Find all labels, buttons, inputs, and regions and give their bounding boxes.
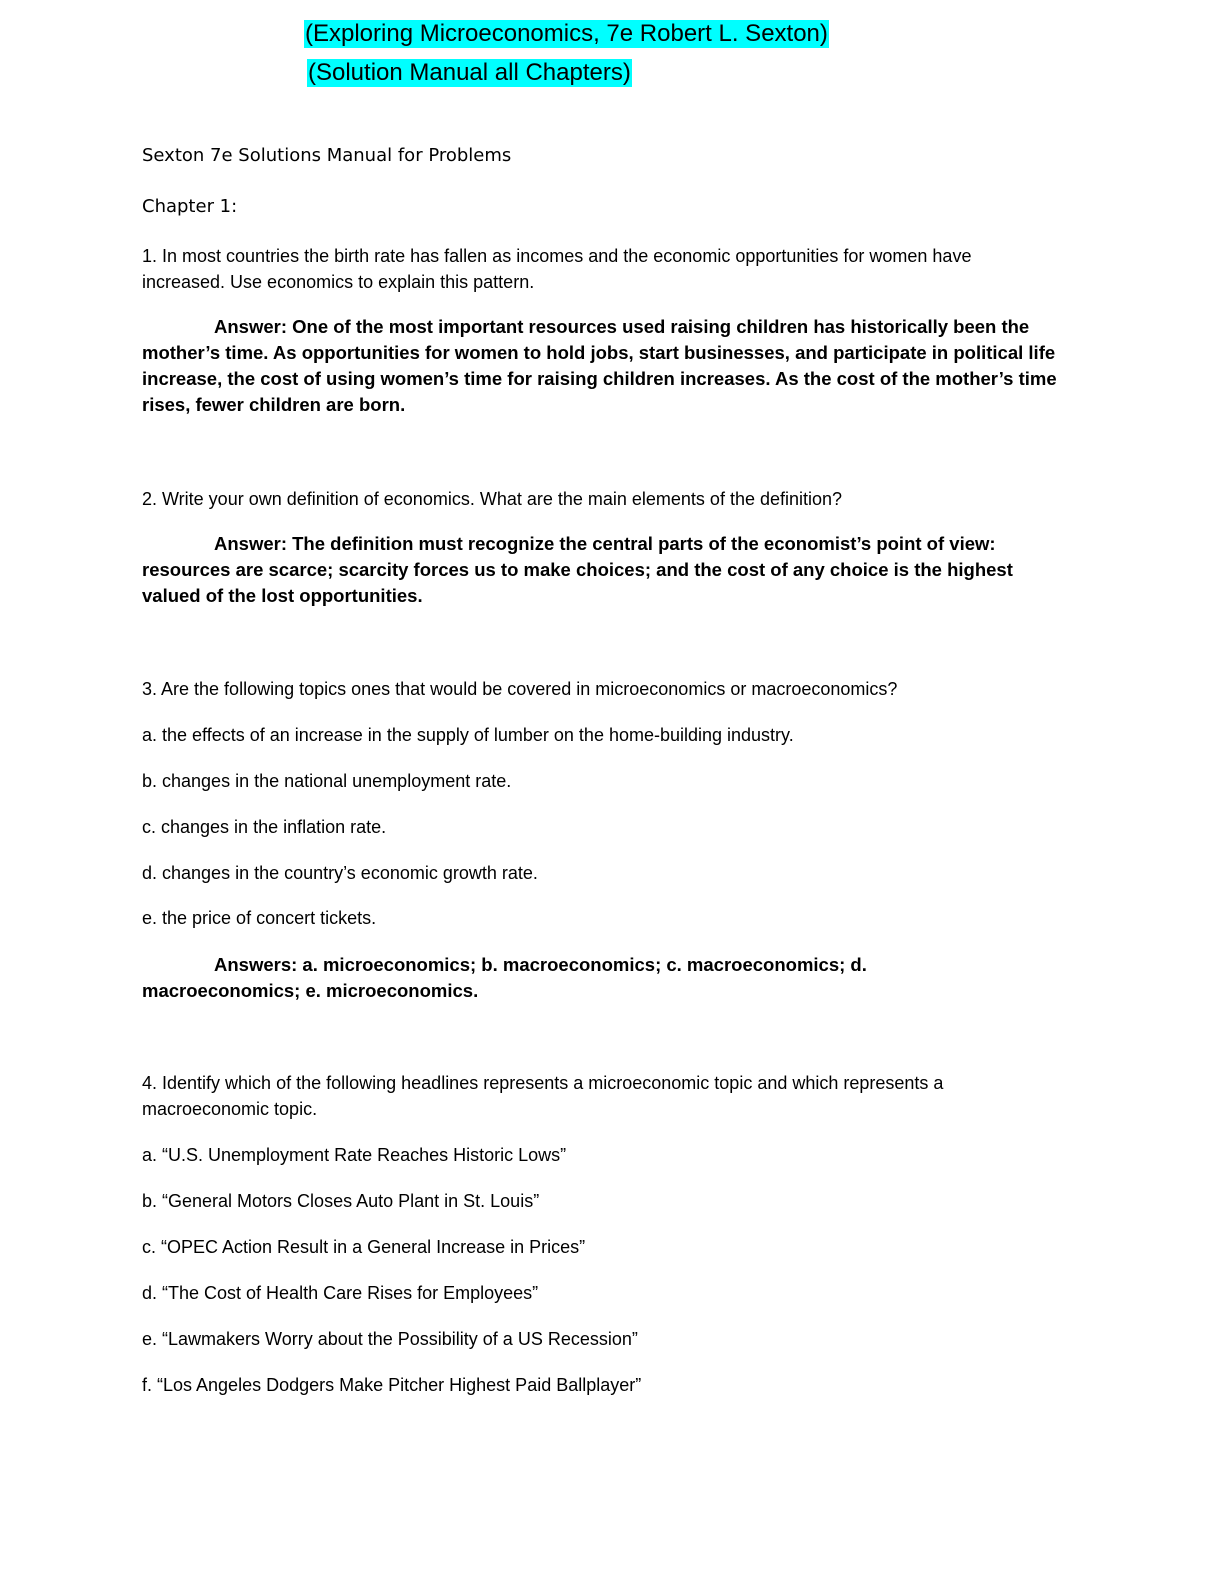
question-2-answer-text: Answer: The definition must recognize the central parts of the economist’s point of view: resources are scarce; scarcity forces us to make choices; and the cost of any choice is the highest valued of the lost opportunities. [142,533,1013,606]
question-2-answer [142,531,1072,609]
question-4-item-d: d. “The Cost of Health Care Rises for Employees” [142,1283,539,1303]
question-4-item-e: e. “Lawmakers Worry about the Possibility of a US Recession” [142,1329,638,1349]
question-1-line-1: 1. In most countries the birth rate has fallen as incomes and the economic opportunities for women have [142,246,972,266]
question-3-item-b: b. changes in the national unemployment rate. [142,771,512,791]
chapter-heading: Chapter 1: [142,196,238,217]
question-1-answer-text: Answer: One of the most important resources used raising children has historically been the mother’s time. As opportunities for women to hold jobs, start businesses, and participate in political life increase, the cost of using women’s time for raising children increases. As the cost of the mother’s time rises, fewer children are born. [142,316,1057,415]
question-3-answer [142,952,942,1004]
question-3-item-a: a. the effects of an increase in the supply of lumber on the home-building industry. [142,725,794,745]
question-4-item-c: c. “OPEC Action Result in a General Increase in Prices” [142,1237,586,1257]
question-2-line-1: 2. Write your own definition of economics. What are the main elements of the definition? [142,489,843,509]
question-1-answer [142,314,1072,418]
question-3-item-d: d. changes in the country’s economic growth rate. [142,863,538,883]
document-title: Sexton 7e Solutions Manual for Problems [142,145,512,166]
question-4-line-1: 4. Identify which of the following headlines represents a microeconomic topic and which represents a [142,1073,944,1093]
question-4-line-2: macroeconomic topic. [142,1099,318,1119]
question-4-item-f: f. “Los Angeles Dodgers Make Pitcher Highest Paid Ballplayer” [142,1375,642,1395]
question-4-item-b: b. “General Motors Closes Auto Plant in St. Louis” [142,1191,540,1211]
question-1-line-2: increased. Use economics to explain this pattern. [142,272,535,292]
question-4-item-a: a. “U.S. Unemployment Rate Reaches Historic Lows” [142,1145,567,1165]
question-3-line-1: 3. Are the following topics ones that would be covered in microeconomics or macroeconomics? [142,679,898,699]
question-3-item-e: e. the price of concert tickets. [142,908,377,928]
question-3-answer-text: Answers: a. microeconomics; b. macroeconomics; c. macroeconomics; d. macroeconomics; e. microeconomics. [142,954,867,1001]
question-3-item-c: c. changes in the inflation rate. [142,817,387,837]
header-subtitle-highlight: (Solution Manual all Chapters) [308,59,631,86]
header-title-highlight: (Exploring Microeconomics, 7e Robert L. Sexton) [305,20,828,47]
